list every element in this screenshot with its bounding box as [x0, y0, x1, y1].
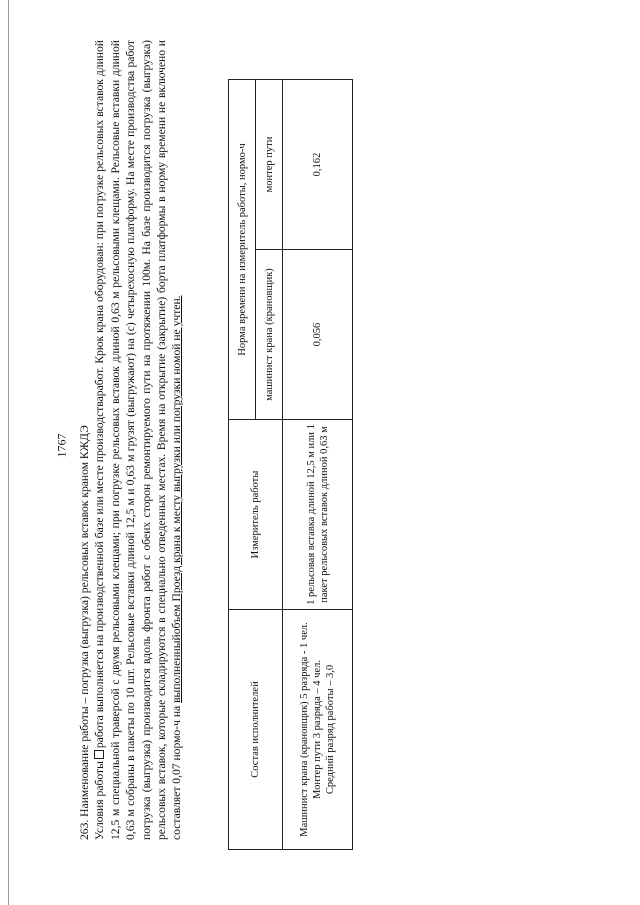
header-norm: Норма времени на измеритель работы, нормо-ч: [229, 80, 256, 420]
scan-edge-line: [8, 0, 9, 905]
header-crew: Состав исполнителей: [229, 610, 283, 850]
header-operator: машинист крана (крановщик): [256, 250, 283, 420]
section-text: [77, 40, 222, 840]
header-unit: Измеритель работы: [229, 420, 283, 610]
norms-table-wrapper: [228, 80, 353, 850]
norms-table: [228, 79, 353, 850]
unit-cell: 1 рельсовая вставка длиной 12,5 м или 1 пакет рельсовых вставок длиной 0,63 м: [283, 420, 353, 610]
conditions-paragraph: [92, 40, 184, 840]
header-track-fitter: монтер пути: [256, 80, 283, 250]
conditions-label: Условия работы: [93, 761, 107, 840]
track-fitter-value-cell: 0,162: [283, 80, 353, 250]
crew-line: Монтер пути 3 разряда – 4 чел.: [312, 660, 323, 799]
operator-value-cell: 0,056: [283, 250, 353, 420]
table-header-row: [229, 80, 256, 850]
section-title: 263. Наименование работы – погрузка (выгрузка) рельсовых вставок краном КЖДЭ: [78, 425, 91, 840]
rotated-text-block: [72, 30, 227, 850]
conditions-text: работа выполняется на производственной базе или месте производстваработ. Крюк крана оборудован: при погрузке рельсовых вставок длиной 12,5 м специальной траверсой с двумя рельсовыми клещами; при погрузке рельсовых вставок длиной 0,63 м рельсовыми клещами. Рельсовые вставки длиной 0,63 м собраны в пакеты по 10 шт. Рельсовые вставки длиной 12,5 м и 0,63 м грузят (выгружают) на (с) четырехосную платформу. На месте производства работ погрузка (выгрузка) производится вдоль фронта работ с обеих сторон ремонтируемого пути на протяжении 100м. На базе производится погрузка (выгрузка) рельсовых вставок, которые складируются в специально отведенных местах. Время на открытие (закрытие) борта платформы в норму времени не включено и составляет 0,07 нормо-ч на: [93, 40, 184, 840]
crew-line: Машинист крана (крановщик) 5 разряда - 1 чел.: [299, 622, 310, 837]
crew-cell: [283, 610, 353, 850]
conditions-tail: выполненныйобъем Проезд крана к месту выгрузки или погрузки номой не учтен.: [170, 295, 184, 703]
table-row: [283, 80, 353, 850]
crew-line: Средний разряд работы – 3,0: [325, 664, 336, 795]
checkbox-glyph-icon: [94, 750, 104, 759]
page-number: 1767: [54, 433, 69, 458]
